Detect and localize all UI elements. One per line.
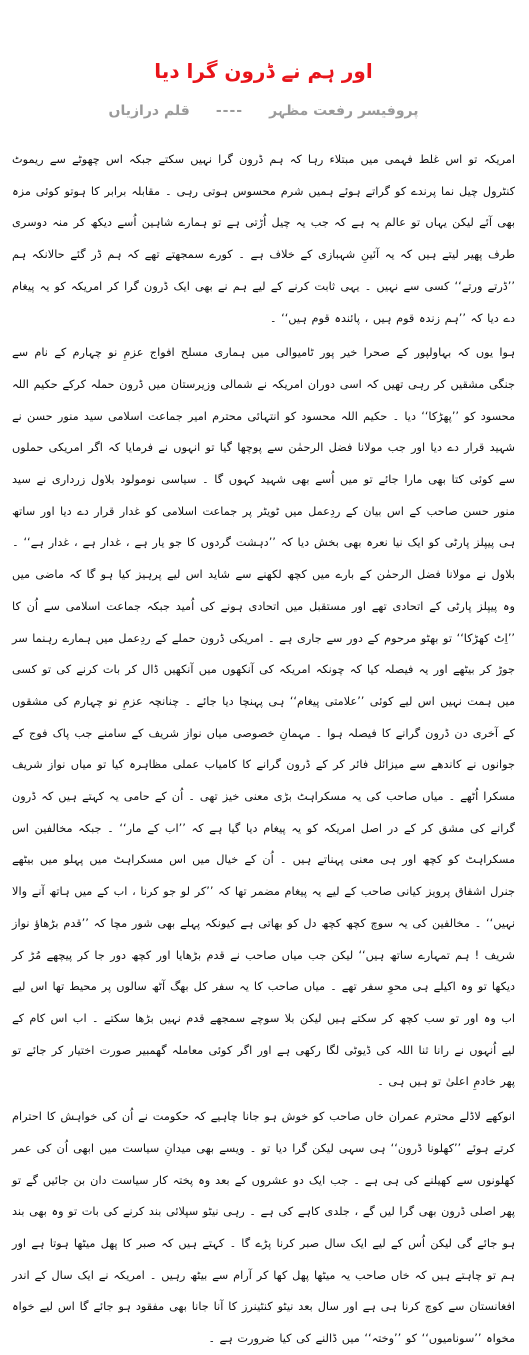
- paragraph: امریکہ تو اس غلط فہمی میں مبتلاء رہا کہ ہم ڈرون گرا نہیں سکتے جبکہ اس چھوٹے سے ریموٹ کنٹرول چیل نما پرندے کو گراتے ہوئے ہمیں شرم محسوس ہوتی رہی ۔ مقابلہ برابر کا ہوتو کوئی مزہ بھی آئے لیکن یہاں تو عالم یہ ہے کہ جب یہ چیل اُڑتی ہے تو ہمارے شاہین اُسے دیکھ کر منہ دوسری طرف پھیر لیتے ہیں کہ یہ آئینِ شہبازی کے خلاف ہے ۔ کورے سمجھتے تھے کہ ہم ڈر گئے حالانکہ ہم ’’ڈرتے ورتے‘‘ کسی سے نہیں ۔ یہی ثابت کرنے کے لیے ہم نے بھی ایک ڈرون گرا کر امریکہ کو یہ پیغام دے دیا کہ ’’ہم زندہ قوم ہیں ، پائندہ قوم ہیں‘‘ ۔: [12, 153, 515, 325]
- article-title: اور ہم نے ڈرون گرا دیا: [154, 59, 373, 83]
- article-body: [12, 144, 515, 1355]
- paragraph: ہوا یوں کہ بہاولپور کے صحرا خیر پور ٹامیوالی میں ہماری مسلح افواج عزمِ نو چہارم کے نام سے جنگی مشقیں کر رہی تھیں کہ اسی دوران امریکہ نے شمالی وزیرستان میں ڈرون حملہ کرکے حکیم اللہ محسود کو ’’پھڑکا‘‘ دیا ۔ حکیم اللہ محسود کو انتہائی محترم امیر جماعت اسلامی سید منور حسن نے شہید قرار دے دیا اور جب مولانا فضل الرحمٰن سے پوچھا گیا تو انہوں نے فرمایا کہ اگر امریکی حملوں سے کوئی کتا بھی مارا جائے تو میں اُسے بھی شہید کہوں گا ۔ سیاسی نومولود بلاول زرداری نے سید منور حسن صاحب کے اس بیان کے ردِعمل میں ٹویٹر پر جماعت اسلامی کو غدار قرار دے دیا اور ساتھ ہی پیپلز پارٹی کو ایک نیا نعرہ بھی بخش دیا کہ ’’دہشت گردوں کا جو یار ہے ، غدار ہے ، غدار ہے‘‘ ۔ بلاول نے مولانا فضل الرحمٰن کے بارے میں کچھ لکھنے سے شاید اس لیے پرہیز کیا ہو گا کہ ماضی میں وہ پیپلز پارٹی کے اتحادی تھے اور مستقبل میں اتحادی ہونے کی اُمید جبکہ جماعت اسلامی سے اُن کا ’’اِٹ کھڑکا‘‘ تو بھٹو مرحوم کے دور سے جاری ہے ۔ امریکی ڈرون حملے کے ردِعمل میں ہمارے رہنما سر جوڑ کر بیٹھے اور یہ فیصلہ کیا کہ چونکہ امریکہ کی آنکھوں میں آنکھیں ڈال کر بات کرنے کی تو کسی میں ہمت نہیں اس لیے کوئی ’’علامتی پیغام‘‘ ہی پہنچا دیا جائے ۔ چنانچہ عزمِ نو چہارم کی مشقوں کے آخری دن ڈرون گرانے کا فیصلہ ہوا ۔ مہمانِ خصوصی میاں نواز شریف کے سامنے جب پاک فوج کے جوانوں نے کاندھے سے میزائل فائر کر کے ڈرون گرانے کا کامیاب عملی مظاہرہ کیا تو میاں نواز شریف مسکرا اُٹھے ۔ میاں صاحب کی یہ مسکراہٹ بڑی معنی خیز تھی ۔ اُن کے حامی یہ کہتے ہیں کہ ڈرون گرانے کی مشق کر کے در اصل امریکہ کو یہ پیغام دیا گیا ہے کہ ’’اب کے مار‘‘ ۔ جبکہ مخالفین اس مسکراہٹ کو کچھ اور ہی معنی پہناتے ہیں ۔ اُن کے خیال میں اس مسکراہٹ میں پہلو میں بیٹھے جنرل اشفاق پرویز کیانی صاحب کے لیے یہ پیغام مضمر تھا کہ ’’کر لو جو کرنا ، اب کے میں ہاتھ آنے والا نہیں‘‘ ۔ مخالفین کی یہ سوچ کچھ کچھ دل کو بھاتی ہے کیونکہ پہلے بھی شور مچا کہ ’’قدم بڑھاؤ نواز شریف ! ہم تمہارے ساتھ ہیں‘‘ لیکن جب میاں صاحب نے قدم بڑھایا اور کچھ دور جا کر پیچھے مُڑ کر دیکھا تو وہ اکیلے ہی محوِ سفر تھے ۔ میاں صاحب کا یہ سفر کل بھگ آٹھ سالوں پر محیط تھا اس لیے اب وہ اور تو سب کچھ کر سکتے ہیں لیکن بلا سوچے سمجھے قدم نہیں بڑھا سکتے ۔ اب اس کام کے لیے اُنہوں نے رانا ثنا اللہ کی ڈیوٹی لگا رکھی ہے اور اگر کوئی معاملہ گھمبیر صورت اختیار کر جائے تو پھر خادمِ اعلیٰ تو ہیں ہی ۔: [12, 346, 515, 1089]
- byline: [12, 96, 515, 126]
- column-name: قلم درازیاں: [108, 103, 190, 119]
- author-name: پروفیسر رفعت مظہر: [269, 103, 419, 119]
- byline-separator: ----: [215, 103, 244, 119]
- paragraph: انوکھے لاڈلے محترم عمران خاں صاحب کو خوش ہو جانا چاہیے کہ حکومت نے اُن کی خواہش کا احترام کرتے ہوئے ’’کھلونا ڈرون‘‘ ہی سہی لیکن گرا دیا تو ۔ ویسے بھی میدانِ سیاست میں ابھی اُن کی عمر کھلونوں سے کھیلنے کی ہی ہے ۔ جب ایک دو عشروں کے بعد وہ پختہ کار سیاست دان بن جائیں گے تو پھر اصلی ڈرون بھی گرا لیں گے ، جلدی کاہے کی ہے ۔ رہی نیٹو سپلائی بند کرنے کی بات تو وہ بھی بند ہو جائے گی لیکن اُس کے لیے ایک سال صبر کرنا پڑے گا ۔ کہتے ہیں کہ صبر کا پھل میٹھا ہوتا ہے اور ہم تو چاہتے ہیں کہ خاں صاحب یہ میٹھا پھل کھا کر آرام سے بیٹھ رہیں ۔ امریکہ نے ایک سال کے اندر افغانستان سے کوچ کرنا ہی ہے اور سال بعد نیٹو کنٹینرز کا آنا جانا بھی مفقود ہو جائے گا اس لیے خواہ مخواہ ’’سونامیوں‘‘ کو ’’وختہ‘‘ میں ڈالنے کی کیا ضرورت ہے ۔: [12, 1110, 515, 1346]
